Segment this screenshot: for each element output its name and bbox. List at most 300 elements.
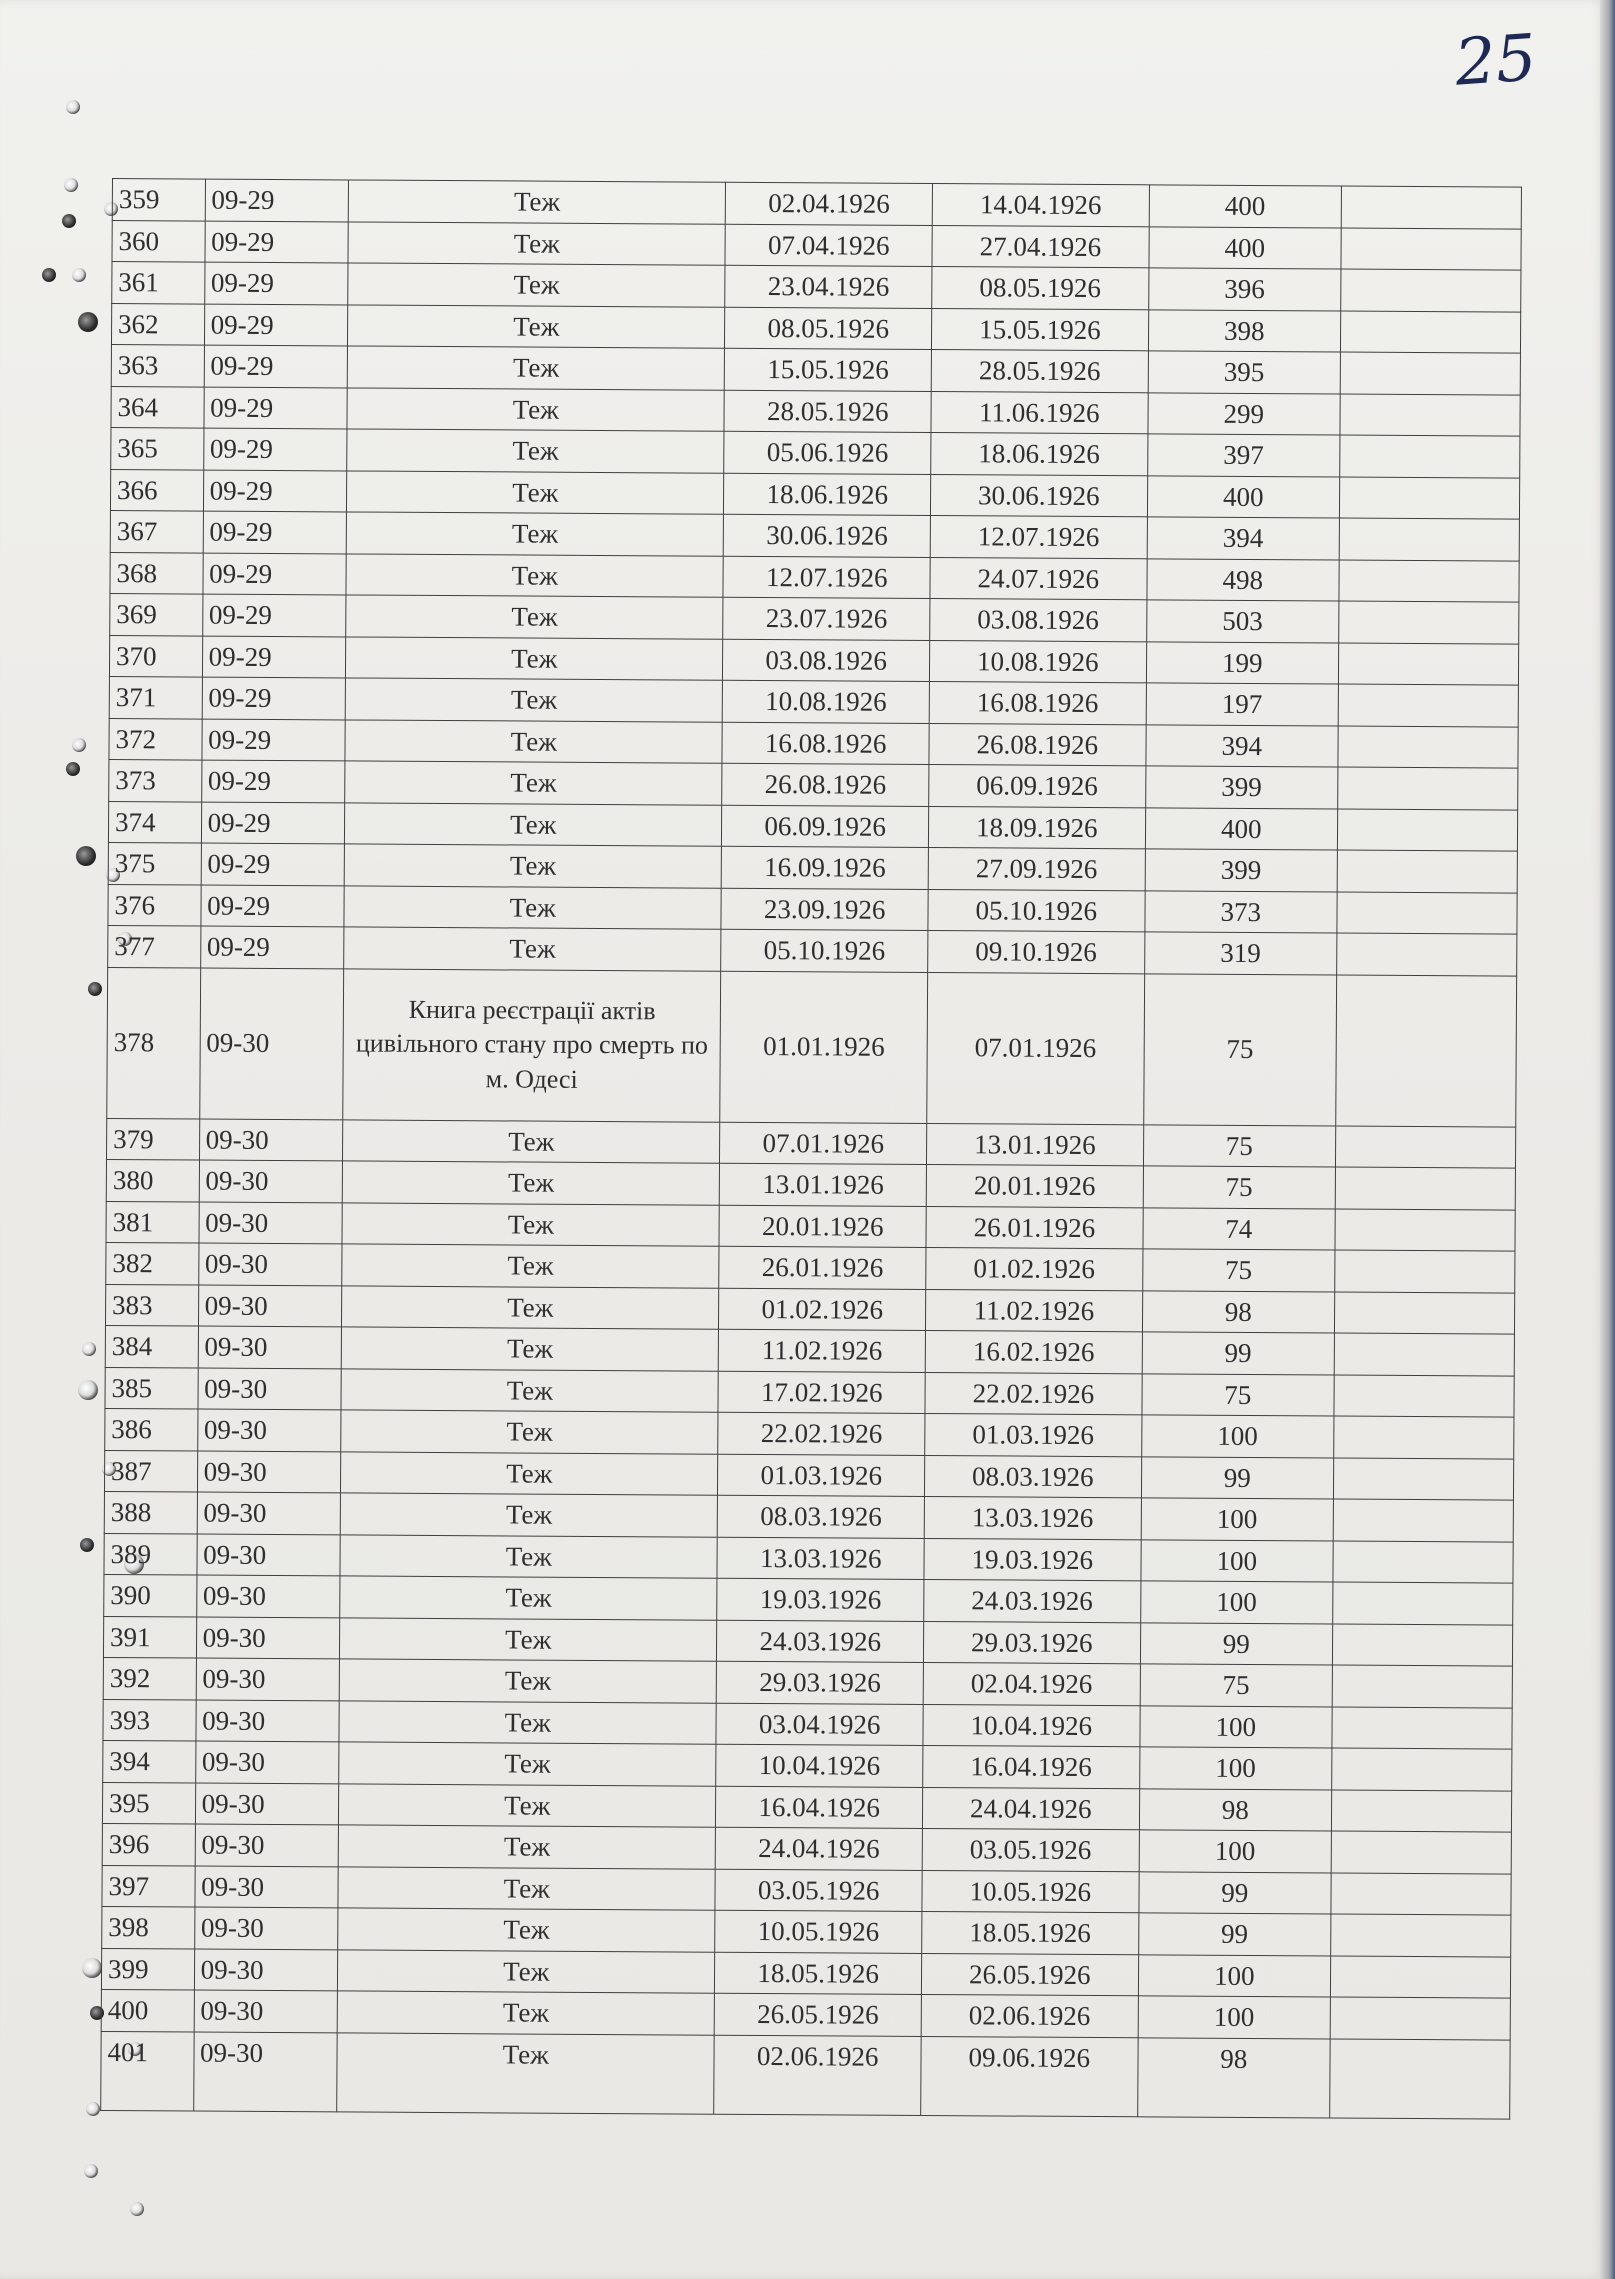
title-cell: Теж (339, 1617, 717, 1661)
start-date-cell: 17.02.1926 (718, 1371, 925, 1414)
item-number-cell: 396 (102, 1823, 195, 1865)
punch-hole-mark (72, 268, 86, 282)
item-number-cell: 370 (109, 635, 202, 677)
fund-code-cell: 09-30 (197, 1492, 341, 1534)
start-date-cell: 28.05.1926 (724, 390, 931, 433)
fund-code-cell: 09-30 (199, 1202, 343, 1244)
note-cell (1334, 1291, 1514, 1334)
page-count-cell: 319 (1144, 932, 1337, 975)
fund-code-cell: 09-29 (200, 885, 344, 927)
title-cell: Теж (341, 1285, 719, 1329)
fund-code-cell: 09-29 (203, 511, 347, 553)
item-number-cell: 385 (105, 1367, 198, 1409)
title-cell: Книга реєстрації актів цивільного стану про смерть по м. Одесі (343, 968, 721, 1121)
punch-hole-mark (66, 100, 80, 114)
end-date-cell: 02.04.1926 (923, 1662, 1140, 1705)
note-cell (1337, 933, 1517, 976)
end-date-cell: 08.05.1926 (932, 267, 1149, 310)
start-date-cell: 02.06.1926 (714, 2035, 921, 2115)
note-cell (1332, 1748, 1512, 1791)
page-count-cell: 100 (1139, 1747, 1332, 1790)
item-number-cell: 363 (111, 344, 204, 386)
end-date-cell: 15.05.1926 (931, 308, 1148, 351)
page-count-cell: 100 (1139, 1830, 1332, 1873)
page-count-cell: 99 (1141, 1456, 1334, 1499)
note-cell (1333, 1457, 1513, 1500)
page-count-cell: 100 (1140, 1581, 1333, 1624)
fund-code-cell: 09-29 (201, 760, 345, 802)
note-cell (1331, 1914, 1511, 1957)
start-date-cell: 20.01.1926 (719, 1205, 926, 1248)
punch-hole-mark (76, 846, 96, 866)
item-number-cell: 387 (104, 1450, 197, 1492)
title-cell: Теж (346, 512, 724, 556)
title-cell: Теж (345, 761, 723, 805)
title-cell: Теж (342, 1119, 720, 1163)
note-cell (1330, 2038, 1511, 2118)
start-date-cell: 05.06.1926 (724, 431, 931, 474)
end-date-cell: 26.08.1926 (929, 723, 1146, 766)
fund-code-cell: 09-30 (198, 1285, 342, 1327)
note-cell (1337, 808, 1517, 851)
item-number-cell: 393 (103, 1699, 196, 1741)
note-cell (1337, 850, 1517, 893)
end-date-cell: 09.10.1926 (928, 930, 1145, 973)
fund-code-cell: 09-30 (195, 1866, 339, 1908)
fund-code-cell: 09-29 (201, 802, 345, 844)
title-cell: Теж (338, 1825, 716, 1869)
end-date-cell: 28.05.1926 (931, 350, 1148, 393)
start-date-cell: 05.10.1926 (721, 929, 928, 972)
end-date-cell: 18.06.1926 (931, 433, 1148, 476)
note-cell (1333, 1499, 1513, 1542)
register-table (100, 178, 1522, 2119)
title-cell: Теж (347, 304, 725, 348)
start-date-cell: 18.06.1926 (724, 473, 931, 516)
note-cell (1339, 518, 1519, 561)
fund-code-cell: 09-30 (194, 1990, 338, 2032)
item-number-cell: 401 (101, 2031, 194, 2111)
fund-code-cell: 09-30 (195, 1824, 339, 1866)
title-cell: Теж (337, 1991, 715, 2035)
item-number-cell: 368 (110, 552, 203, 594)
end-date-cell: 27.09.1926 (928, 847, 1145, 890)
start-date-cell: 01.01.1926 (720, 971, 927, 1123)
end-date-cell: 11.06.1926 (931, 391, 1148, 434)
end-date-cell: 08.03.1926 (924, 1455, 1141, 1498)
end-date-cell: 30.06.1926 (930, 474, 1147, 517)
fund-code-cell: 09-30 (196, 1700, 340, 1742)
page-count-cell: 98 (1142, 1290, 1335, 1333)
item-number-cell: 391 (103, 1616, 196, 1658)
page-count-cell: 400 (1149, 185, 1342, 228)
item-number-cell: 372 (109, 718, 202, 760)
title-cell: Теж (340, 1576, 718, 1620)
fund-code-cell: 09-29 (205, 179, 349, 221)
fund-code-cell: 09-30 (196, 1658, 340, 1700)
page-count-cell: 197 (1146, 683, 1339, 726)
page-count-cell: 75 (1143, 1124, 1336, 1167)
end-date-cell: 13.03.1926 (924, 1496, 1141, 1539)
note-cell (1334, 1333, 1514, 1376)
fund-code-cell: 09-30 (195, 1783, 339, 1825)
note-cell (1333, 1540, 1513, 1583)
page-count-cell: 399 (1145, 849, 1338, 892)
page-count-cell: 75 (1142, 1249, 1335, 1292)
note-cell (1341, 228, 1521, 271)
page-count-cell: 394 (1146, 724, 1339, 767)
title-cell: Теж (344, 844, 722, 888)
start-date-cell: 23.09.1926 (721, 888, 928, 931)
start-date-cell: 01.02.1926 (719, 1288, 926, 1331)
start-date-cell: 10.05.1926 (715, 1910, 922, 1953)
start-date-cell: 03.04.1926 (716, 1703, 923, 1746)
note-cell (1338, 643, 1518, 686)
item-number-cell: 389 (104, 1533, 197, 1575)
item-number-cell: 379 (107, 1118, 200, 1160)
start-date-cell: 30.06.1926 (724, 514, 931, 557)
item-number-cell: 371 (109, 676, 202, 718)
title-cell: Теж (348, 221, 726, 265)
item-number-cell: 388 (104, 1491, 197, 1533)
title-cell: Теж (345, 678, 723, 722)
item-number-cell: 375 (108, 842, 201, 884)
title-cell: Теж (345, 636, 723, 680)
fund-code-cell: 09-30 (199, 968, 343, 1120)
page-count-cell: 98 (1137, 2037, 1330, 2117)
end-date-cell: 16.02.1926 (925, 1330, 1142, 1373)
item-number-cell: 381 (106, 1201, 199, 1243)
start-date-cell: 01.03.1926 (718, 1454, 925, 1497)
fund-code-cell: 09-29 (204, 304, 348, 346)
fund-code-cell: 09-30 (195, 1741, 339, 1783)
item-number-cell: 365 (111, 427, 204, 469)
page-count-cell: 100 (1140, 1705, 1333, 1748)
page-count-cell: 75 (1143, 973, 1336, 1125)
fund-code-cell: 09-29 (200, 926, 344, 968)
page-count-cell: 100 (1141, 1539, 1334, 1582)
note-cell (1338, 684, 1518, 727)
item-number-cell: 362 (111, 303, 204, 345)
title-cell: Теж (337, 1949, 715, 1993)
title-cell: Теж (348, 263, 726, 307)
item-number-cell: 397 (102, 1865, 195, 1907)
handwritten-sheet-number: 25 (1452, 21, 1539, 101)
note-cell (1339, 601, 1519, 644)
fund-code-cell: 09-30 (198, 1326, 342, 1368)
note-cell (1340, 435, 1520, 478)
item-number-cell: 378 (107, 967, 200, 1119)
item-number-cell: 384 (105, 1325, 198, 1367)
punch-hole-mark (62, 214, 76, 228)
note-cell (1339, 560, 1519, 603)
end-date-cell: 16.08.1926 (929, 682, 1146, 725)
start-date-cell: 03.05.1926 (715, 1869, 922, 1912)
title-cell: Теж (338, 1783, 716, 1827)
end-date-cell: 03.05.1926 (922, 1828, 1139, 1871)
item-number-cell: 394 (103, 1740, 196, 1782)
page-count-cell: 397 (1147, 434, 1340, 477)
end-date-cell: 12.07.1926 (930, 516, 1147, 559)
page-count-cell: 399 (1145, 766, 1338, 809)
page-count-cell: 75 (1142, 1373, 1335, 1416)
title-cell: Теж (341, 1410, 719, 1454)
page-count-cell: 75 (1143, 1166, 1336, 1209)
note-cell (1331, 1872, 1511, 1915)
page-count-cell: 99 (1139, 1871, 1332, 1914)
start-date-cell: 11.02.1926 (719, 1329, 926, 1372)
page-count-cell: 99 (1140, 1622, 1333, 1665)
page-count-cell: 99 (1142, 1332, 1335, 1375)
punch-hole-mark (64, 178, 78, 192)
page-count-cell: 400 (1147, 475, 1340, 518)
note-cell (1337, 891, 1517, 934)
note-cell (1332, 1665, 1512, 1708)
start-date-cell: 16.08.1926 (722, 722, 929, 765)
note-cell (1338, 767, 1518, 810)
start-date-cell: 07.01.1926 (720, 1122, 927, 1165)
page-count-cell: 400 (1145, 807, 1338, 850)
end-date-cell: 24.03.1926 (924, 1579, 1141, 1622)
note-cell (1340, 394, 1520, 437)
note-cell (1335, 1250, 1515, 1293)
punch-hole-mark (78, 312, 98, 332)
end-date-cell: 19.03.1926 (924, 1538, 1141, 1581)
fund-code-cell: 09-29 (204, 262, 348, 304)
fund-code-cell: 09-29 (202, 677, 346, 719)
end-date-cell: 18.09.1926 (928, 806, 1145, 849)
fund-code-cell: 09-29 (201, 843, 345, 885)
fund-code-cell: 09-29 (202, 594, 346, 636)
end-date-cell: 01.03.1926 (925, 1413, 1142, 1456)
fund-code-cell: 09-29 (202, 636, 346, 678)
title-cell: Теж (346, 470, 724, 514)
note-cell (1334, 1374, 1514, 1417)
title-cell: Теж (339, 1742, 717, 1786)
end-date-cell: 10.04.1926 (923, 1704, 1140, 1747)
fund-code-cell: 09-30 (193, 2032, 337, 2112)
fund-code-cell: 09-30 (198, 1368, 342, 1410)
page-count-cell: 98 (1139, 1788, 1332, 1831)
title-cell: Теж (338, 1866, 716, 1910)
title-cell: Теж (338, 1908, 716, 1952)
fund-code-cell: 09-29 (205, 221, 349, 263)
fund-code-cell: 09-30 (196, 1575, 340, 1617)
end-date-cell: 20.01.1926 (926, 1164, 1143, 1207)
fund-code-cell: 09-29 (204, 345, 348, 387)
item-number-cell: 369 (110, 593, 203, 635)
note-cell (1333, 1582, 1513, 1625)
punch-hole-mark (78, 1380, 98, 1400)
page-count-cell: 373 (1145, 890, 1338, 933)
title-cell: Теж (339, 1659, 717, 1703)
title-cell: Теж (347, 346, 725, 390)
note-cell (1334, 1416, 1514, 1459)
start-date-cell: 08.05.1926 (725, 307, 932, 350)
note-cell (1332, 1623, 1512, 1666)
start-date-cell: 15.05.1926 (725, 348, 932, 391)
page-edge (1600, 0, 1615, 2279)
title-cell: Теж (339, 1700, 717, 1744)
start-date-cell: 16.09.1926 (722, 846, 929, 889)
title-cell: Теж (342, 1244, 720, 1288)
punch-hole-mark (42, 268, 56, 282)
fund-code-cell: 09-29 (204, 387, 348, 429)
page-count-cell: 199 (1146, 641, 1339, 684)
title-cell: Теж (340, 1493, 718, 1537)
start-date-cell: 24.04.1926 (716, 1827, 923, 1870)
start-date-cell: 07.04.1926 (725, 224, 932, 267)
fund-code-cell: 09-29 (203, 470, 347, 512)
end-date-cell: 07.01.1926 (927, 972, 1145, 1124)
title-cell: Теж (344, 802, 722, 846)
title-cell: Теж (342, 1202, 720, 1246)
start-date-cell: 12.07.1926 (723, 556, 930, 599)
page-count-cell: 498 (1147, 558, 1340, 601)
start-date-cell: 08.03.1926 (718, 1495, 925, 1538)
page-count-cell: 100 (1141, 1415, 1334, 1458)
item-number-cell: 383 (105, 1284, 198, 1326)
punch-hole-mark (82, 1958, 102, 1978)
end-date-cell: 27.04.1926 (932, 225, 1149, 268)
end-date-cell: 24.04.1926 (922, 1787, 1139, 1830)
item-number-cell: 390 (104, 1574, 197, 1616)
page-count-cell: 395 (1148, 351, 1341, 394)
end-date-cell: 03.08.1926 (930, 599, 1147, 642)
note-cell (1335, 1125, 1515, 1168)
end-date-cell: 05.10.1926 (928, 889, 1145, 932)
title-cell: Теж (347, 429, 725, 473)
note-cell (1330, 1997, 1510, 2040)
page-count-cell: 74 (1143, 1207, 1336, 1250)
start-date-cell: 10.08.1926 (723, 680, 930, 723)
start-date-cell: 18.05.1926 (715, 1952, 922, 1995)
start-date-cell: 26.05.1926 (715, 1993, 922, 2036)
fund-code-cell: 09-29 (203, 553, 347, 595)
punch-hole-mark (86, 2102, 100, 2116)
note-cell (1330, 1955, 1510, 1998)
start-date-cell: 23.07.1926 (723, 597, 930, 640)
punch-hole-mark (80, 1538, 94, 1552)
start-date-cell: 06.09.1926 (722, 805, 929, 848)
punch-hole-mark (88, 982, 102, 996)
start-date-cell: 24.03.1926 (717, 1620, 924, 1663)
note-cell (1341, 269, 1521, 312)
note-cell (1340, 352, 1520, 395)
start-date-cell: 13.01.1926 (720, 1163, 927, 1206)
fund-code-cell: 09-30 (194, 1907, 338, 1949)
punch-hole-mark (84, 2164, 98, 2178)
page-count-cell: 398 (1148, 309, 1341, 352)
note-cell (1339, 477, 1519, 520)
fund-code-cell: 09-30 (199, 1160, 343, 1202)
page-count-cell: 400 (1149, 226, 1342, 269)
note-cell (1338, 725, 1518, 768)
fund-code-cell: 09-30 (197, 1409, 341, 1451)
note-cell (1335, 1167, 1515, 1210)
item-number-cell: 364 (111, 386, 204, 428)
fund-code-cell: 09-30 (196, 1617, 340, 1659)
title-cell: Теж (341, 1327, 719, 1371)
table-row (107, 967, 1517, 1127)
title-cell: Теж (344, 927, 722, 971)
punch-hole-mark (82, 1342, 96, 1356)
end-date-cell: 13.01.1926 (926, 1123, 1143, 1166)
start-date-cell: 26.01.1926 (719, 1246, 926, 1289)
table-row (101, 2031, 1510, 2119)
note-cell (1335, 1208, 1515, 1251)
page-count-cell: 396 (1148, 268, 1341, 311)
end-date-cell: 26.05.1926 (921, 1953, 1138, 1996)
item-number-cell: 382 (106, 1242, 199, 1284)
title-cell: Теж (342, 1161, 720, 1205)
start-date-cell: 19.03.1926 (717, 1578, 924, 1621)
start-date-cell: 10.04.1926 (716, 1744, 923, 1787)
end-date-cell: 16.04.1926 (923, 1745, 1140, 1788)
note-cell (1332, 1706, 1512, 1749)
start-date-cell: 23.04.1926 (725, 265, 932, 308)
start-date-cell: 13.03.1926 (717, 1537, 924, 1580)
page-count-cell: 99 (1138, 1913, 1331, 1956)
title-cell: Теж (341, 1368, 719, 1412)
item-number-cell: 386 (105, 1408, 198, 1450)
punch-hole-mark (72, 738, 86, 752)
start-date-cell: 02.04.1926 (726, 182, 933, 225)
page-count-cell: 100 (1141, 1498, 1334, 1541)
item-number-cell: 398 (102, 1906, 195, 1948)
note-cell (1331, 1831, 1511, 1874)
title-cell: Теж (337, 2032, 715, 2113)
title-cell: Теж (340, 1534, 718, 1578)
end-date-cell: 24.07.1926 (930, 557, 1147, 600)
note-cell (1336, 974, 1517, 1126)
item-number-cell: 367 (110, 510, 203, 552)
end-date-cell: 02.06.1926 (921, 1994, 1138, 2037)
title-cell: Теж (346, 595, 724, 639)
item-number-cell: 376 (108, 884, 201, 926)
item-number-cell: 374 (108, 801, 201, 843)
page-count-cell: 100 (1138, 1954, 1331, 1997)
title-cell: Теж (340, 1451, 718, 1495)
fund-code-cell: 09-30 (198, 1243, 342, 1285)
end-date-cell: 10.08.1926 (929, 640, 1146, 683)
page-count-cell: 100 (1138, 1996, 1331, 2039)
start-date-cell: 03.08.1926 (723, 639, 930, 682)
end-date-cell: 01.02.1926 (926, 1247, 1143, 1290)
title-cell: Теж (348, 180, 726, 224)
end-date-cell: 09.06.1926 (921, 2036, 1138, 2116)
page-count-cell: 394 (1147, 517, 1340, 560)
item-number-cell: 360 (112, 220, 205, 262)
page-count-cell: 75 (1140, 1664, 1333, 1707)
end-date-cell: 06.09.1926 (929, 765, 1146, 808)
note-cell (1341, 186, 1521, 229)
end-date-cell: 26.01.1926 (926, 1206, 1143, 1249)
end-date-cell: 22.02.1926 (925, 1372, 1142, 1415)
title-cell: Теж (345, 719, 723, 763)
item-number-cell: 377 (108, 925, 201, 967)
item-number-cell: 373 (109, 759, 202, 801)
note-cell (1340, 311, 1520, 354)
title-cell: Теж (347, 387, 725, 431)
item-number-cell: 361 (112, 262, 205, 304)
end-date-cell: 11.02.1926 (925, 1289, 1142, 1332)
start-date-cell: 16.04.1926 (716, 1786, 923, 1829)
start-date-cell: 22.02.1926 (718, 1412, 925, 1455)
start-date-cell: 26.08.1926 (722, 763, 929, 806)
punch-hole-mark (66, 762, 80, 776)
note-cell (1331, 1789, 1511, 1832)
